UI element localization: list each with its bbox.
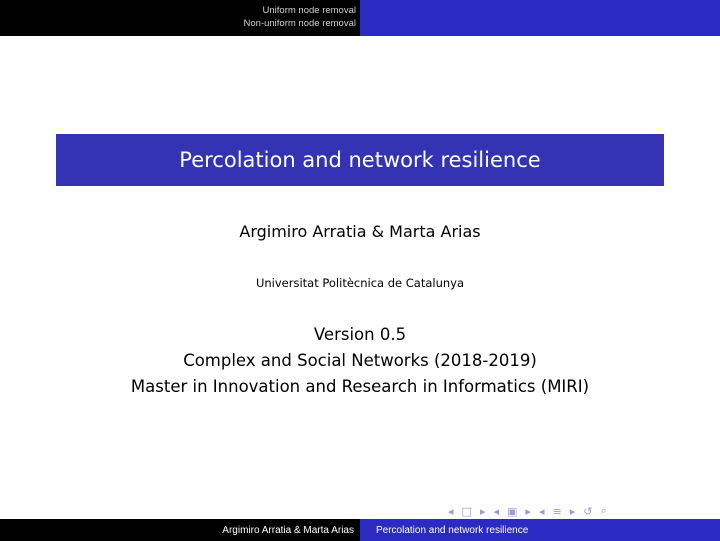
subsection-next-icon[interactable]: ▸ xyxy=(525,504,531,518)
frame-icon[interactable]: □ xyxy=(461,504,472,518)
nav-link-non-uniform-node-removal[interactable]: Non-uniform node removal xyxy=(243,18,356,29)
nav-link-uniform-node-removal[interactable]: Uniform node removal xyxy=(262,5,356,16)
frame-prev-icon[interactable]: ◂ xyxy=(448,504,454,518)
section-icon[interactable]: ≡ xyxy=(552,504,562,518)
section-navigation xyxy=(0,4,360,30)
subsection-icon[interactable]: ▣ xyxy=(507,504,518,518)
back-icon[interactable]: ↺ xyxy=(583,504,593,518)
date-block xyxy=(0,322,720,400)
header-blue-panel xyxy=(360,0,720,36)
slide-title: Percolation and network resilience xyxy=(56,134,664,186)
header-bar xyxy=(0,0,720,36)
search-icon[interactable]: ⌕ xyxy=(600,504,607,517)
frame-next-icon[interactable]: ▸ xyxy=(479,504,486,518)
beamer-navigation-symbols xyxy=(448,503,708,519)
program-line: Master in Innovation and Research in Informatics (MIRI) xyxy=(130,377,590,396)
version-line: Version 0.5 xyxy=(313,325,407,344)
authors: Argimiro Arratia & Marta Arias xyxy=(239,222,481,241)
footer-bar xyxy=(0,519,720,541)
footer-title: Percolation and network resilience xyxy=(376,524,529,536)
institute: Universitat Politècnica de Catalunya xyxy=(255,276,465,290)
course-line: Complex and Social Networks (2018-2019) xyxy=(183,351,537,370)
section-prev-icon[interactable]: ◂ xyxy=(538,504,545,518)
footer-authors: Argimiro Arratia & Marta Arias xyxy=(222,524,354,536)
subsection-prev-icon[interactable]: ◂ xyxy=(493,504,499,518)
section-next-icon[interactable]: ▸ xyxy=(569,504,576,518)
